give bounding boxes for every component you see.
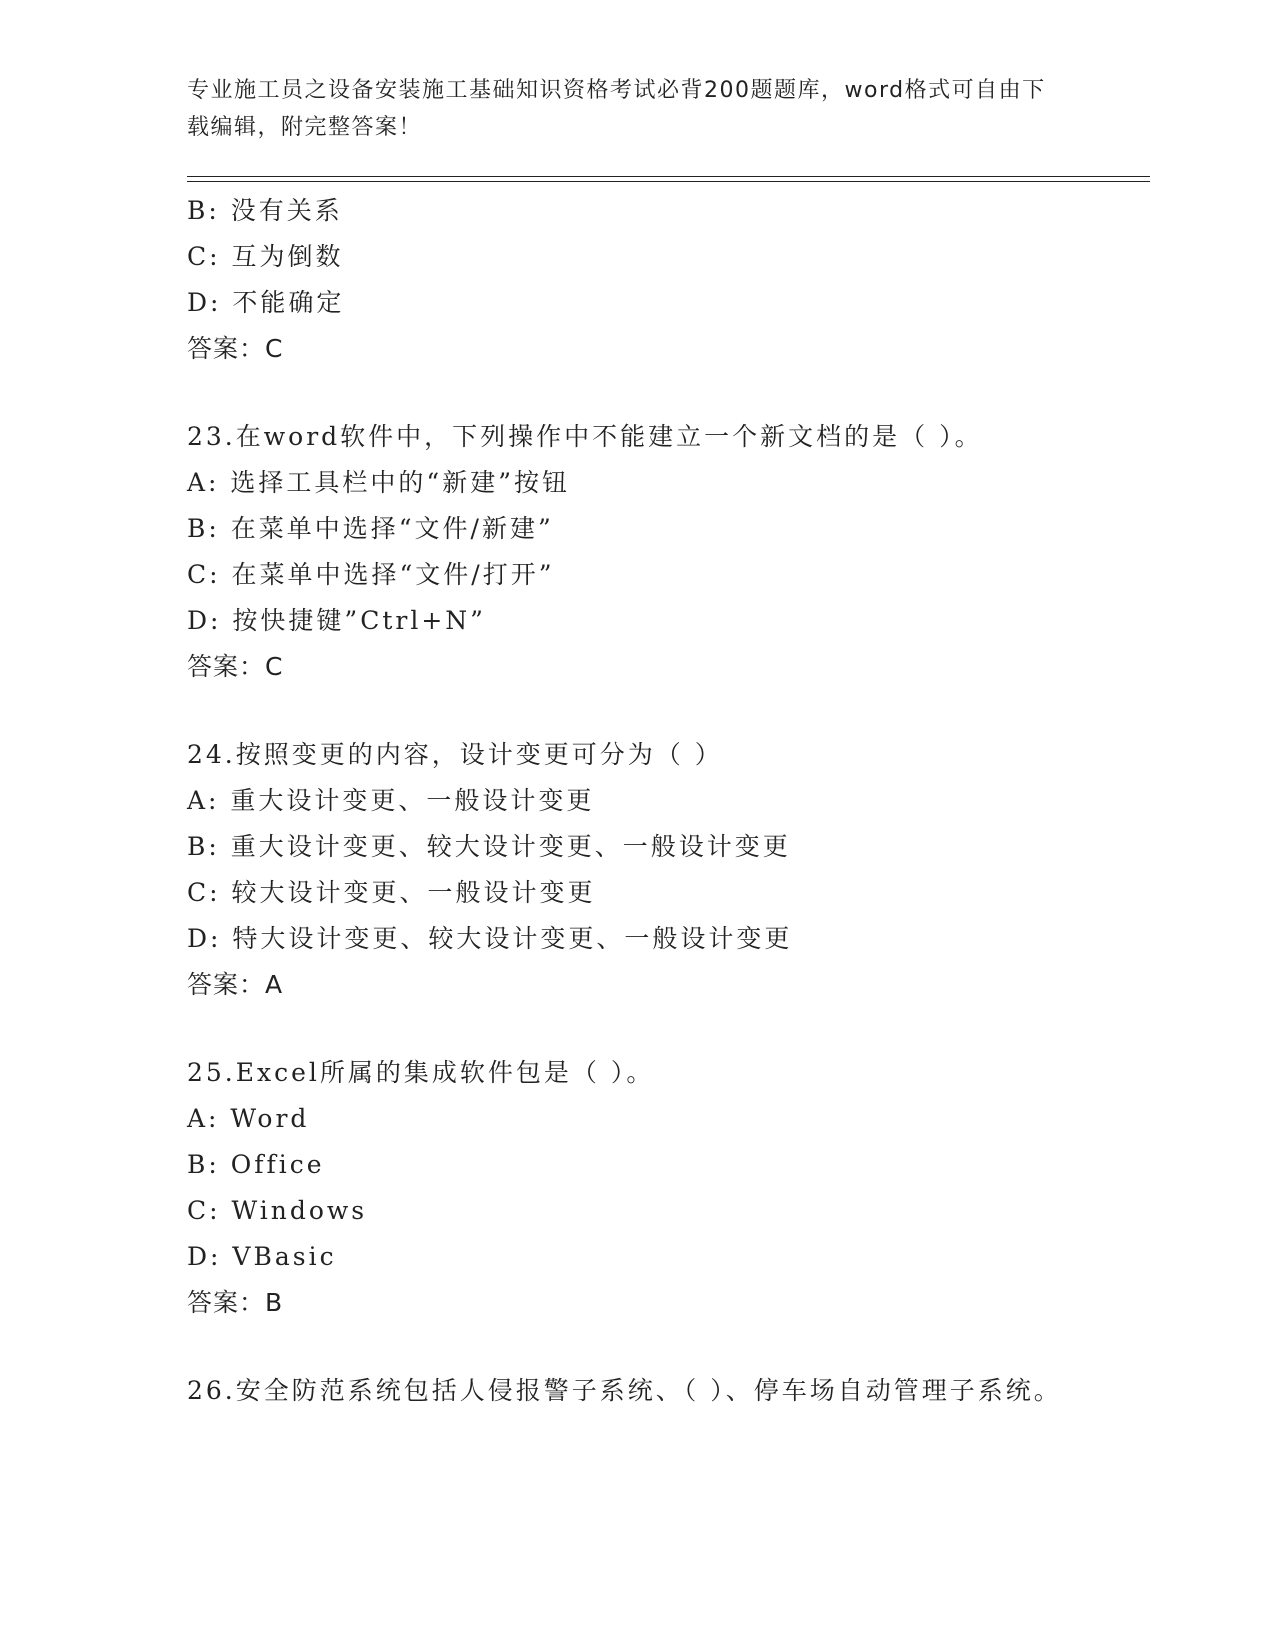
- option-d: D: 特大设计变更、较大设计变更、一般设计变更: [187, 924, 793, 953]
- question-stem: 25.Excel所属的集成软件包是（ ）。: [187, 1058, 655, 1087]
- option-b: B: Office: [187, 1150, 325, 1179]
- answer: 答案：B: [187, 1288, 284, 1317]
- answer: 答案：C: [187, 652, 284, 681]
- question-22-continuation: [187, 188, 1087, 372]
- spacer: [187, 690, 1087, 732]
- option-b: B: 在菜单中选择“文件/新建”: [187, 514, 554, 543]
- question-25: [187, 1050, 1087, 1326]
- question-list: [187, 188, 1087, 1414]
- option-b: B: 重大设计变更、较大设计变更、一般设计变更: [187, 832, 791, 861]
- option-c: C: 在菜单中选择“文件/打开”: [187, 560, 555, 589]
- answer: 答案：C: [187, 334, 284, 363]
- header-divider-top: [187, 176, 1150, 177]
- question-stem: 23.在word软件中，下列操作中不能建立一个新文档的是（ ）。: [187, 422, 983, 451]
- question-26: [187, 1368, 1087, 1414]
- option-d: D: VBasic: [187, 1242, 337, 1271]
- header-divider-bottom: [187, 181, 1150, 182]
- option-c: C: 互为倒数: [187, 242, 344, 271]
- question-23: [187, 414, 1087, 690]
- option-a: A: Word: [187, 1104, 310, 1133]
- answer: 答案：A: [187, 970, 284, 999]
- question-stem: 24.按照变更的内容，设计变更可分为（ ）: [187, 740, 723, 769]
- spacer: [187, 372, 1087, 414]
- spacer: [187, 1008, 1087, 1050]
- document-header: 专业施工员之设备安装施工基础知识资格考试必背200题题库，word格式可自由下载编辑，附完整答案！: [187, 78, 1046, 140]
- option-b: B: 没有关系: [187, 196, 343, 225]
- option-a: A: 选择工具栏中的“新建”按钮: [187, 468, 570, 497]
- option-c: C: Windows: [187, 1196, 368, 1225]
- option-d: D: 不能确定: [187, 288, 345, 317]
- question-24: [187, 732, 1087, 1008]
- option-a: A: 重大设计变更、一般设计变更: [187, 786, 595, 815]
- option-c: C: 较大设计变更、一般设计变更: [187, 878, 596, 907]
- option-d: D: 按快捷键”Ctrl+N”: [187, 606, 486, 635]
- question-stem: 26.安全防范系统包括人侵报警子系统、（ ）、停车场自动管理子系统。: [187, 1376, 1062, 1405]
- spacer: [187, 1326, 1087, 1368]
